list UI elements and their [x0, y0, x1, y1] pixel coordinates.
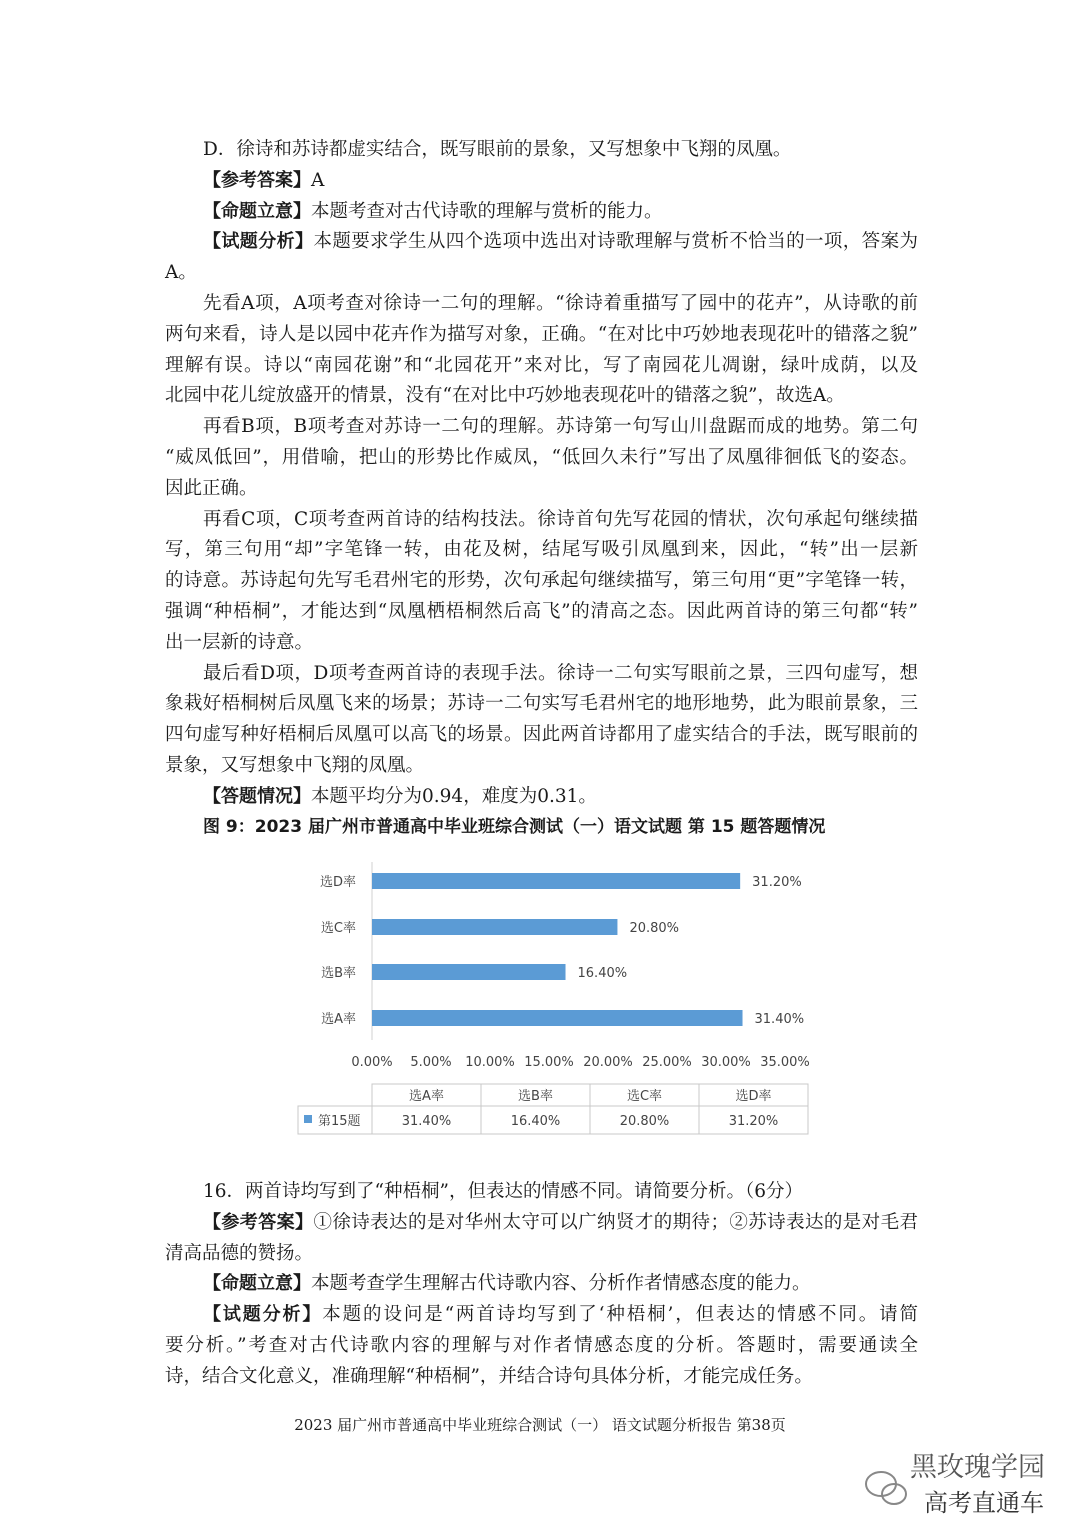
text-line: 先看A项，A项考查对徐诗一二句的理解。“徐诗着重描写了园中的花卉”，从诗歌的前: [203, 292, 918, 314]
x-tick-label: 10.00%: [465, 1055, 515, 1070]
section-label: 【命题立意】: [203, 1273, 311, 1295]
data-table-header: 选A率: [409, 1089, 444, 1104]
data-table-value: 31.40%: [401, 1114, 452, 1129]
text-line: 【试题分析】本题的设问是“两首诗均写到了‘种梧桐’，但表达的情感不同。请简: [203, 1304, 918, 1326]
text-line: 要分析。”考查对古代诗歌内容的理解与对作者情感态度的分析。答题时，需要通读全: [165, 1334, 918, 1356]
section-label: 【试题分析】: [203, 231, 314, 253]
text-line: 诗，结合文化意义，准确理解“种梧桐”，并结合诗句具体分析，才能完成任务。: [165, 1365, 813, 1387]
wechat-icon: [862, 1466, 912, 1510]
x-tick-label: 15.00%: [524, 1055, 574, 1070]
data-label: 20.80%: [629, 921, 680, 936]
figure-title: 图 9：2023 届广州市普通高中毕业班综合测试（一）语文试题 第 15 题答题情况: [203, 817, 826, 837]
data-label: 31.20%: [752, 875, 802, 890]
section-label: 【试题分析】: [203, 1304, 323, 1326]
text-line: 象栽好梧桐树后凤凰飞来的场景；苏诗一二句实写毛君州宅的地形地势，此为眼前景象，三: [165, 693, 918, 715]
text-line: 再看C项，C项考查两首诗的结构技法。徐诗首句先写花园的情状，次句承起句继续描: [203, 508, 918, 530]
text-line: “威凤低回”，用借喻，把山的形势比作威凤，“低回久未行”写出了凤凰徘徊低飞的姿态。: [165, 446, 918, 468]
text-line: 北园中花儿绽放盛开的情景，没有“在对比中巧妙地表现花叶的错落之貌”，故选A。: [165, 385, 845, 407]
section-label: 【参考答案】: [203, 169, 311, 191]
data-table-header: 选D率: [735, 1089, 772, 1104]
text-line: 的诗意。苏诗起句先写毛君州宅的形势，次句承起句继续描写，第三句用“更”字笔锋一转，: [165, 570, 918, 592]
watermark-text-2: 高考直通车: [924, 1489, 1044, 1517]
text-line: 【参考答案】A: [203, 169, 325, 191]
text-line: 【答题情况】本题平均分为0.94，难度为0.31。: [203, 785, 597, 807]
text-line: 景象，又写想象中飞翔的凤凰。: [165, 754, 425, 776]
category-label: 选A率: [321, 1012, 356, 1027]
watermark-text-1: 黑玫瑰学园: [910, 1452, 1045, 1483]
x-tick-label: 25.00%: [642, 1055, 692, 1070]
x-tick-label: 35.00%: [760, 1055, 810, 1070]
text-line: 最后看D项，D项考查两首诗的表现手法。徐诗一二句实写眼前之景，三四句虚写，想: [203, 662, 918, 684]
text-line: 再看B项，B项考查对苏诗一二句的理解。苏诗第一句写山川盘踞而成的地势。第二句: [203, 416, 918, 438]
data-table-header: 选C率: [626, 1089, 663, 1104]
section-label: 【命题立意】: [203, 200, 311, 222]
bar: [372, 919, 617, 935]
text-line: 出一层新的诗意。: [165, 631, 314, 653]
watermark: [862, 1452, 1077, 1524]
question-16-text: [165, 1177, 918, 1393]
text-line: A。: [165, 262, 197, 284]
bar: [372, 873, 740, 889]
data-table-value: 16.40%: [510, 1114, 561, 1129]
data-label: 16.40%: [577, 966, 628, 981]
section-label: 【参考答案】: [203, 1211, 314, 1233]
data-table-value: 31.20%: [728, 1114, 779, 1129]
bar: [372, 964, 566, 980]
x-tick-label: 0.00%: [351, 1055, 393, 1070]
text-line: 因此正确。: [165, 477, 258, 499]
x-tick-label: 5.00%: [410, 1055, 452, 1070]
text-line: 清高品德的赞扬。: [165, 1242, 314, 1264]
data-table-value: 20.80%: [619, 1114, 670, 1129]
x-tick-label: 20.00%: [583, 1055, 633, 1070]
x-tick-label: 30.00%: [701, 1055, 751, 1070]
text-line: 【试题分析】本题要求学生从四个选项中选出对诗歌理解与赏析不恰当的一项，答案为: [203, 231, 918, 253]
legend-label: 第15题: [318, 1114, 361, 1129]
text-line: 理解有误。诗以“南园花谢”和“北园花开”来对比，写了南园花儿凋谢，绿叶成荫，以及: [165, 354, 918, 376]
data-label: 31.40%: [754, 1012, 805, 1027]
text-line: D．徐诗和苏诗都虚实结合，既写眼前的景象，又写想象中飞翔的凤凰。: [203, 139, 792, 160]
text-line: 16．两首诗均写到了“种梧桐”，但表达的情感不同。请简要分析。（6分）: [203, 1181, 803, 1202]
text-line: 四句虚写种好梧桐后凤凰可以高飞的场景。因此两首诗都用了虚实结合的手法，既写眼前的: [165, 724, 918, 746]
text-line: 【参考答案】①徐诗表达的是对华州太守可以广纳贤才的期待；②苏诗表达的是对毛君: [203, 1211, 918, 1233]
section-label: 【答题情况】: [203, 785, 311, 807]
data-table-header: 选B率: [518, 1089, 553, 1104]
text-line: 【命题立意】本题考查学生理解古代诗歌内容、分析作者情感态度的能力。: [203, 1273, 811, 1295]
category-label: 选D率: [319, 875, 356, 890]
text-line: 强调“种梧桐”，才能达到“凤凰栖梧桐然后高飞”的清高之态。因此两首诗的第三句都“转”: [165, 600, 918, 622]
category-label: 选B率: [321, 966, 356, 981]
bar: [372, 1010, 743, 1026]
text-line: 【命题立意】本题考查对古代诗歌的理解与赏析的能力。: [203, 200, 663, 222]
text-line: 两句来看，诗人是以园中花卉作为描写对象，正确。“在对比中巧妙地表现花叶的错落之貌”: [165, 323, 918, 345]
page-footer: 2023 届广州市普通高中毕业班综合测试（一） 语文试题分析报告 第38页: [294, 1416, 786, 1434]
category-label: 选C率: [320, 921, 356, 936]
text-line: 写，第三句用“却”字笔锋一转，由花及树，结尾写吸引凤凰到来，因此，“转”出一层新: [165, 539, 918, 561]
legend-swatch: [304, 1115, 312, 1123]
